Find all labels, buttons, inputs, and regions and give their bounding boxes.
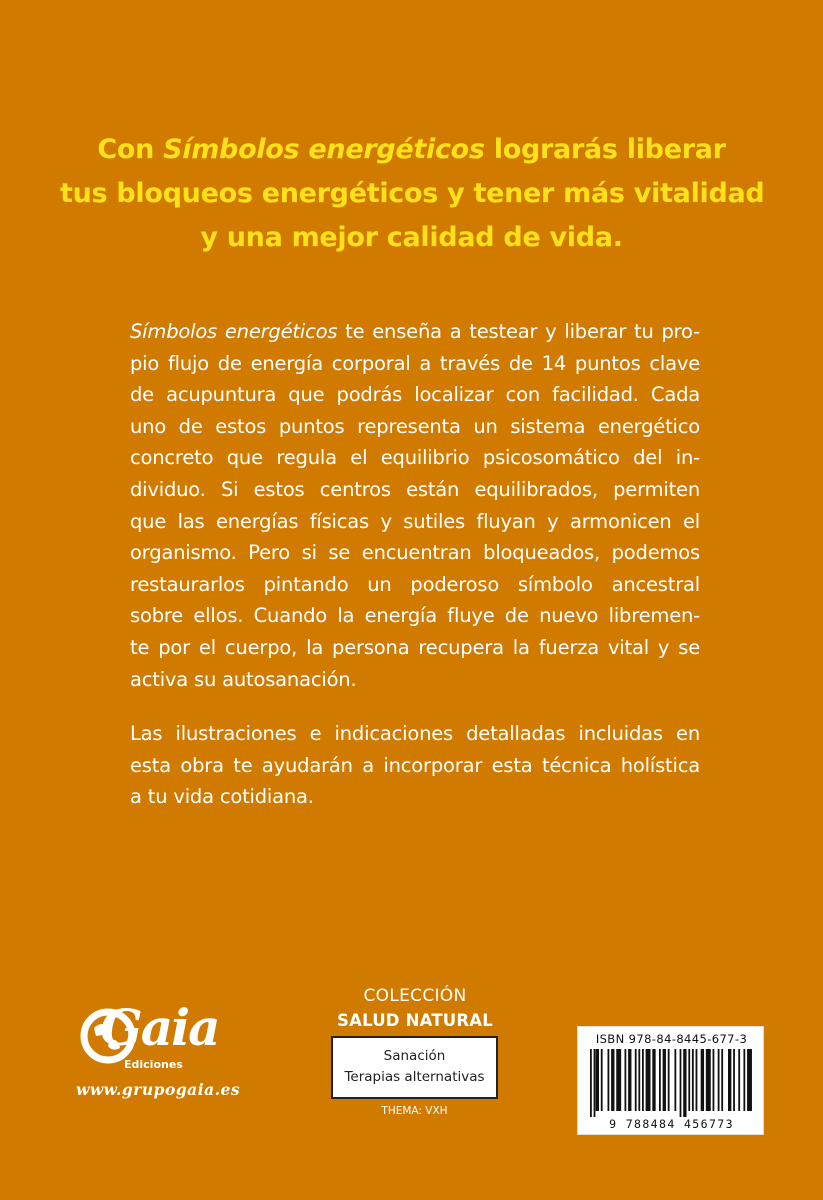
book-title-italic: Símbolos energéticos: [163, 134, 485, 165]
description-line: sobre ellos. Cuando la energía fluye de nuevo libremen-: [130, 604, 700, 628]
description-line: de acupuntura que podrás localizar con facilidad. Cada: [130, 383, 700, 407]
collection-name: SALUD NATURAL: [337, 1011, 493, 1030]
barcode-bar: [635, 1049, 637, 1111]
publisher-logo: [76, 998, 256, 1116]
isbn-label: ISBN 978-84-8445-677-3: [595, 1032, 748, 1046]
collection-title: COLECCIÓN: [363, 986, 467, 1006]
description-line: restaurarlos pintando un poderoso símbolo ancestral: [130, 572, 700, 596]
barcode-bar: [642, 1049, 644, 1111]
barcode-bar: [608, 1049, 610, 1111]
barcode-bar: [706, 1049, 711, 1111]
barcode-bar: [594, 1049, 596, 1117]
tagline-line-2: tus bloqueos energéticos y tener más vitalidad: [60, 178, 765, 209]
description-line: dividuo. Si estos centros están equilibrados, permiten: [130, 477, 700, 501]
tagline-line-1: Con Símbolos energéticos lograrás liberar: [97, 134, 726, 165]
barcode-bar: [616, 1049, 621, 1111]
barcode-bar: [692, 1049, 694, 1111]
category-item: Terapias alternativas: [344, 1069, 485, 1085]
barcode-bar: [718, 1049, 720, 1111]
barcode-bar: [596, 1049, 599, 1111]
barcode-bar: [738, 1049, 740, 1111]
logo-subtitle: Ediciones: [124, 1058, 183, 1071]
barcode-bar: [721, 1049, 723, 1111]
barcode-bar: [646, 1049, 651, 1111]
barcode-bar: [701, 1049, 704, 1111]
description-line: uno de estos puntos representa un sistema energético: [130, 414, 700, 438]
barcode-bar: [747, 1049, 752, 1111]
barcode-bar: [590, 1049, 592, 1117]
logo-wordmark: Gaia: [100, 998, 219, 1057]
barcode-bar: [628, 1049, 631, 1111]
barcode-bar: [733, 1049, 735, 1111]
barcode-bar: [680, 1049, 682, 1117]
description-line: concreto que regula el equilibrio psicosomático del in-: [130, 446, 700, 470]
barcode-bar: [638, 1049, 640, 1111]
barcode-bar: [743, 1049, 745, 1111]
description-line: a tu vida cotidiana.: [130, 785, 314, 809]
description-line: te por el cuerpo, la persona recupera la fuerza vital y se: [130, 635, 700, 659]
description-line: pio flujo de energía corporal a través de 14 puntos clave: [130, 351, 700, 375]
tagline: [60, 128, 763, 260]
barcode-bar: [652, 1049, 655, 1111]
barcode-bar: [625, 1049, 627, 1111]
description: [130, 316, 700, 813]
description-line: esta obra te ayudarán a incorporar esta técnica holística: [130, 753, 700, 777]
description-line: Las ilustraciones e indicaciones detalladas incluidas en: [130, 722, 700, 746]
barcode-bar: [659, 1049, 661, 1111]
barcode: [577, 1026, 764, 1135]
category-box: [331, 1036, 498, 1099]
barcode-bar: [611, 1049, 614, 1111]
barcode-bar: [713, 1049, 715, 1111]
publisher-url[interactable]: www.grupogaia.es: [76, 1080, 241, 1099]
thema-code: THEMA: VXH: [381, 1105, 448, 1117]
description-line: que las energías físicas y sutiles fluyan y armonicen el: [130, 509, 700, 533]
barcode-bar: [663, 1049, 666, 1111]
description-line: activa su autosanación.: [130, 667, 357, 691]
barcode-bar: [688, 1049, 690, 1111]
ean-number: 9 788484 456773: [609, 1117, 734, 1131]
category-item: Sanación: [383, 1048, 446, 1064]
barcode-bar: [674, 1049, 676, 1111]
paragraph-gap: [130, 695, 700, 718]
description-line: organismo. Pero si se encuentran bloqueados, podemos: [130, 541, 700, 565]
barcode-bar: [601, 1049, 603, 1111]
barcode-bar: [728, 1049, 731, 1111]
description-line: Símbolos energéticos te enseña a testear y liberar tu pro-: [130, 320, 700, 343]
barcode-bar: [696, 1049, 698, 1111]
barcode-bar: [668, 1049, 670, 1111]
tagline-line-3: y una mejor calidad de vida.: [200, 222, 623, 253]
barcode-bar: [683, 1049, 686, 1117]
barcode-bars: [590, 1049, 753, 1117]
